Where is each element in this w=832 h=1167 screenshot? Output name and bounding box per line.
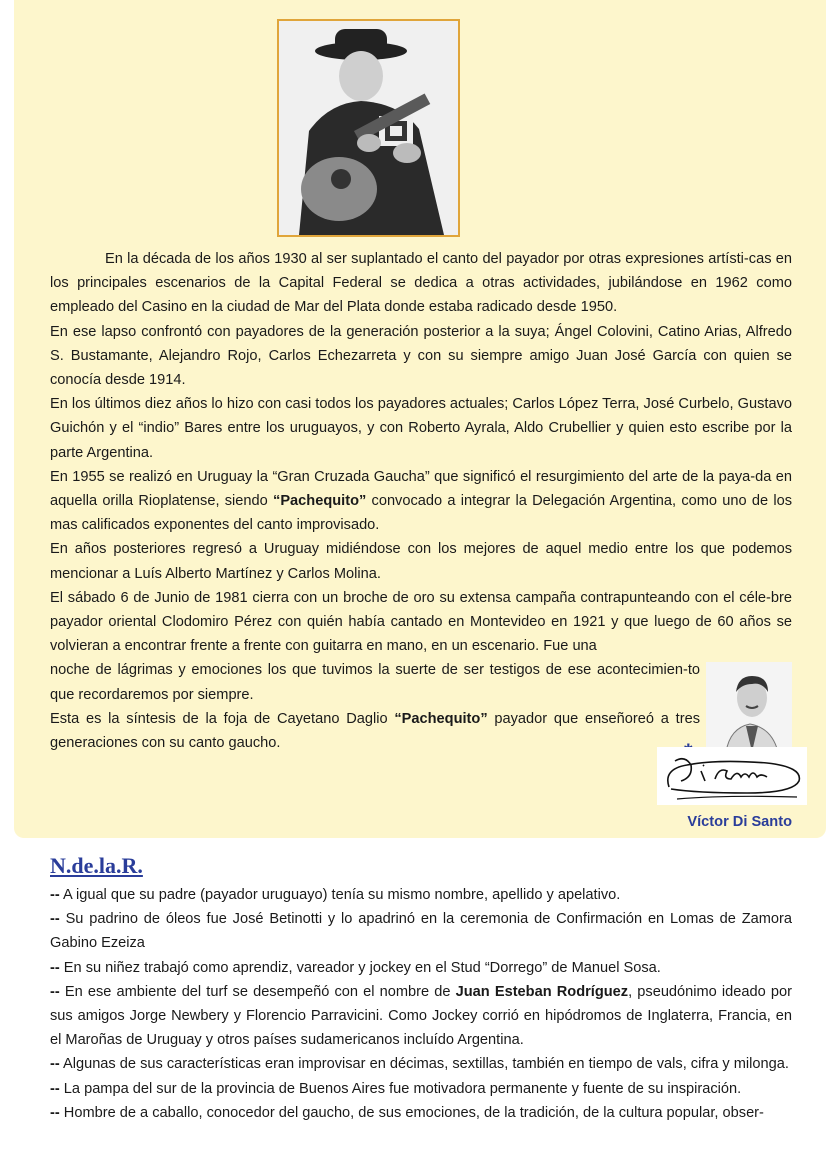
note-item: -- A igual que su padre (payador uruguayo) tenía su mismo nombre, apellido y apelativo.	[50, 887, 621, 903]
author-portrait-photo-icon	[706, 662, 792, 752]
paragraph-6-continued: noche de lágrimas y emociones los que tuvimos la suerte de ser testigos de ese acontecimien-to que recordaremos por siempre.	[50, 662, 700, 703]
nickname-bold: “Pachequito”	[273, 493, 367, 510]
payador-photo	[277, 19, 460, 237]
paragraph-3: En los últimos diez años lo hizo con casi todos los payadores actuales; Carlos López Terra, José Curbelo, Gustavo Guichón y el “indio” Bares entre los uruguayos, y con Roberto Ayrala, Aldo Crubellier y quien esto escribe por la parte Argentina.	[50, 396, 792, 461]
article-body	[50, 247, 792, 755]
notes-title: N.de.la.R.	[50, 853, 143, 878]
paragraph-7: Esta es la síntesis de la foja de Cayetano Daglio “Pachequito” payador que enseñoreó a tres generaciones con su canto gaucho.	[50, 710, 700, 752]
payador-with-guitar-photo-icon	[279, 21, 458, 235]
note-item: -- Hombre de a caballo, conocedor del gaucho, de sus emociones, de la tradición, de la cultura popular, obser-	[50, 1104, 764, 1121]
notes-list	[50, 883, 792, 1125]
author-portrait	[706, 662, 792, 752]
author-signature-icon	[657, 747, 807, 805]
author-name: Víctor Di Santo	[687, 814, 792, 830]
nickname-bold: “Pachequito”	[394, 710, 488, 727]
note-item: -- En su niñez trabajó como aprendiz, vareador y jockey en el Stud “Dorrego” de Manuel Sosa.	[50, 959, 661, 976]
note-item: -- Su padrino de óleos fue José Betinotti y lo apadrinó en la ceremonia de Confirmación en Lomas de Zamora Gabino Ezeiza	[50, 911, 792, 952]
note-item: -- Algunas de sus características eran improvisar en décimas, sextillas, también en tiempo de vals, cifra y milonga.	[50, 1056, 789, 1073]
paragraph-6: El sábado 6 de Junio de 1981 cierra con un broche de oro su extensa campaña contrapunteando con el céle-bre payador oriental Clodomiro Pérez con quién había cantado en Montevideo en 1921 y que luego de 60 años se volvieran a encontrar frente a frente con guitarra en mano, en un escenario. Fue una	[50, 589, 792, 655]
paragraph-2: En ese lapso confrontó con payadores de la generación posterior a la suya; Ángel Colovini, Catino Arias, Alfredo S. Bustamante, Alejandro Rojo, Carlos Echezarreta y con su siempre amigo Juan José García con quien se conocía desde 1914.	[50, 323, 792, 389]
note-item: -- La pampa del sur de la provincia de Buenos Aires fue motivadora permanente y fuente de su inspiración.	[50, 1080, 742, 1097]
paragraph-4: En 1955 se realizó en Uruguay la “Gran Cruzada Gaucha” que significó el resurgimiento del arte de la paya-da en aquella orilla Rioplatense, siendo “Pachequito” convocado a integrar la Delegación Argentina, como uno de los mas calificados exponentes del canto improvisado.	[50, 468, 792, 534]
pseudonym-bold: Juan Esteban Rodríguez	[455, 983, 629, 1000]
paragraph-5: En años posteriores regresó a Uruguay midiéndose con los mejores de aquel medio entre los que podemos mencionar a Luís Alberto Martínez y Carlos Molina.	[50, 541, 792, 582]
author-signature	[657, 747, 807, 805]
note-item: -- En ese ambiente del turf se desempeñó con el nombre de Juan Esteban Rodríguez, pseudónimo ideado por sus amigos Jorge Newbery y Florencio Parravicini. Como Jockey corrió en hipódromos de Inglaterra, Francia, en el Maroñas de Uruguay y otros países sudamericanos incluído Argentina.	[50, 983, 792, 1049]
paragraph-1: En la década de los años 1930 al ser suplantado el canto del payador por otras expresiones artísti-cas en los principales escenarios de la Capital Federal se dedica a otras actividades, jubilándose en 1962 como empleado del Casino en la ciudad de Mar del Plata donde estaba radicado desde 1950.	[50, 251, 792, 316]
